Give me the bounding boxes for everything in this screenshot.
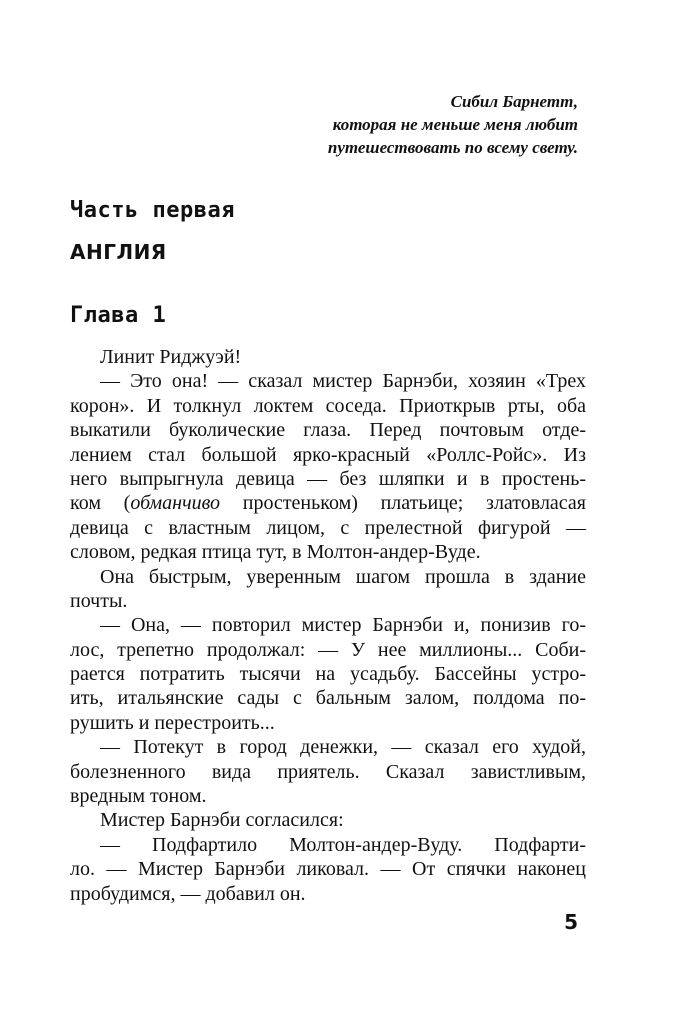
text-line: — Подфартило Молтон-андер-Вуду. Подфарти- (100, 833, 586, 856)
text-line: почты. (70, 589, 128, 612)
text-line: ить, итальянские сады с бальным залом, полдома по- (70, 687, 586, 710)
text-line: него выпрыгнула девица — без шляпки и в простень- (70, 467, 586, 490)
part-subtitle: АНГЛИЯ (70, 240, 167, 264)
text-line: — Она, — повторил мистер Барнэби и, понизив го- (100, 614, 586, 637)
text-line: рается потратить тысячи на усадьбу. Бассейны устро- (70, 663, 586, 686)
text-line: Она быстрым, уверенным шагом прошла в здание (100, 565, 586, 588)
text-line: пробудимся, — добавил он. (70, 882, 306, 905)
dedication (328, 90, 578, 159)
text-line: ло. — Мистер Барнэби ликовал. — От спячки наконец (70, 858, 586, 881)
text-fragment: простеньком) платьице; златовласая (220, 492, 586, 515)
text-line: Мистер Барнэби согласился: (100, 809, 344, 832)
dedication-line: путешествовать по всему свету. (327, 138, 578, 157)
text-line: выкатили буколические глаза. Перед почтовым отде- (70, 419, 586, 442)
chapter-title: Глава 1 (70, 303, 167, 328)
dedication-line: Сибил Барнетт, (450, 92, 578, 111)
text-line: лением стал большой ярко-красный «Роллс-Ройс». Из (70, 443, 586, 466)
text-line: вредным тоном. (70, 785, 207, 808)
text-fragment: ком ( (70, 492, 131, 515)
text-line: лос, трепетно продолжал: — У нее миллионы... Соби- (70, 638, 586, 661)
text-line: девица с властным лицом, с прелестной фигурой — (70, 516, 586, 539)
text-line: корон». И толкнул локтем соседа. Приоткрыв рты, оба (70, 394, 586, 417)
dedication-line: которая не меньше меня любит (332, 115, 578, 134)
body-text (70, 345, 586, 906)
emphasis-text: обманчиво (130, 492, 221, 515)
text-line: рушить и перестроить... (70, 711, 275, 734)
page-number: 5 (564, 910, 578, 934)
text-line (70, 491, 586, 515)
text-line: — Это она! — сказал мистер Барнэби, хозяин «Трех (100, 370, 586, 393)
text-line: болезненного вида приятель. Сказал завистливым, (70, 760, 586, 783)
text-line: — Потекут в город денежки, — сказал его худой, (100, 736, 586, 759)
part-title: Часть первая (70, 198, 235, 223)
text-line: словом, редкая птица тут, в Молтон-андер-Вуде. (70, 541, 481, 564)
text-line: Линит Риджуэй! (100, 346, 242, 368)
